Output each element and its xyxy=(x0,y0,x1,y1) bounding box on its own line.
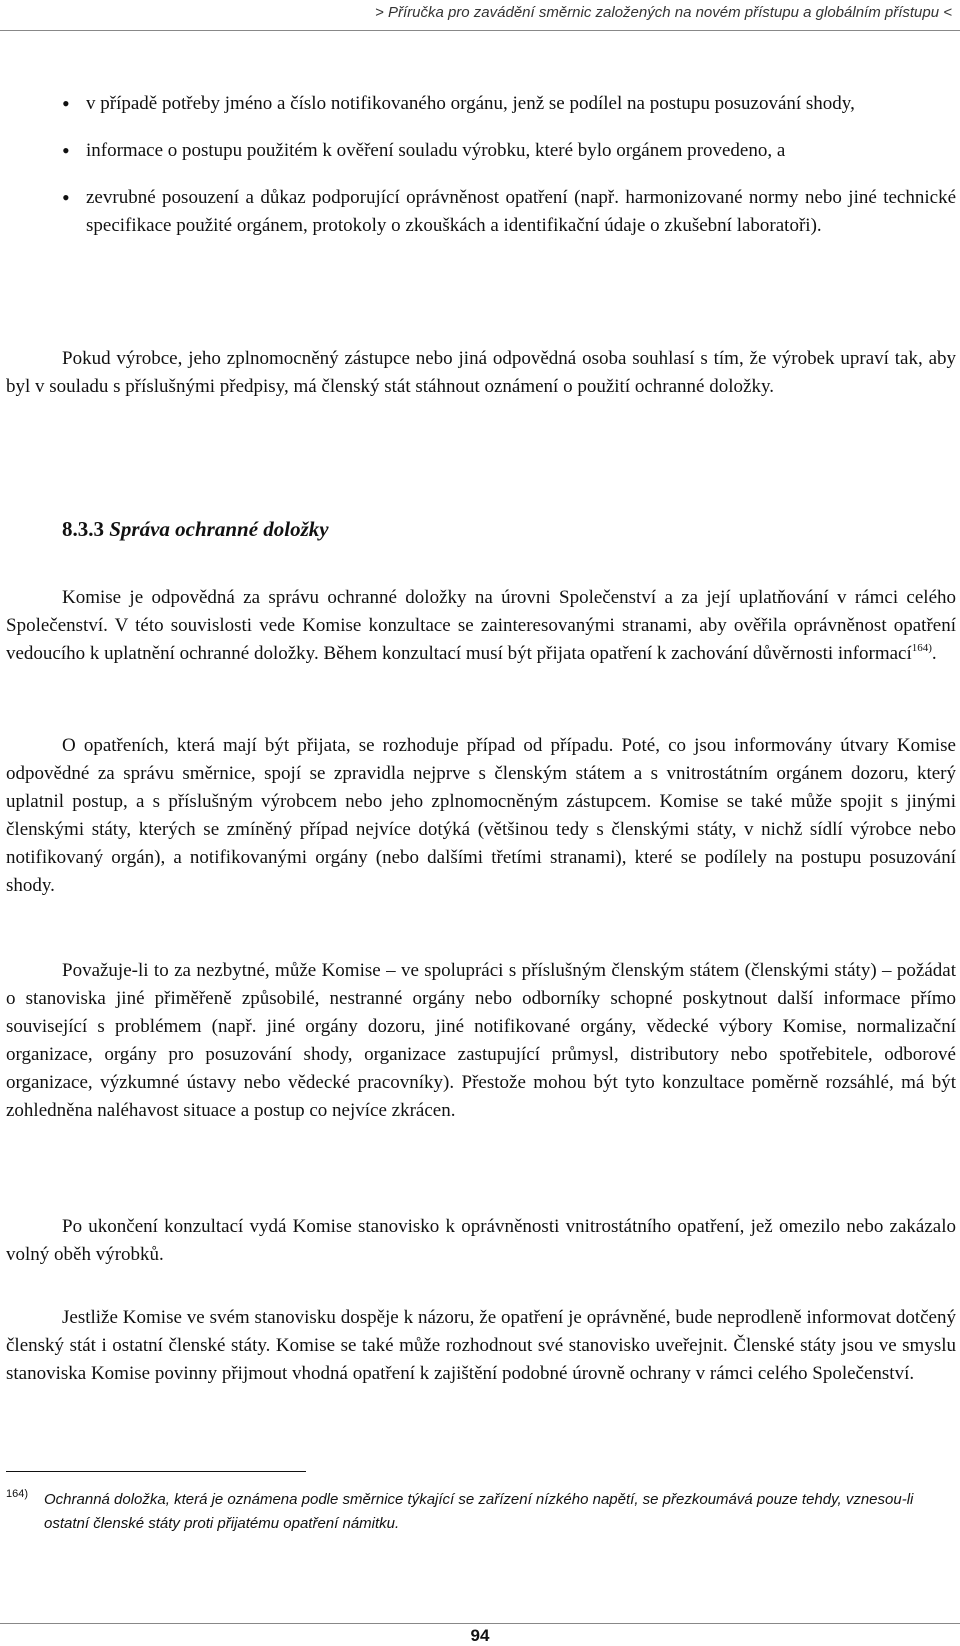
footnote-text: Ochranná doložka, která je oznámena podle směrnice týkající se zařízení nízkého napětí, se přezkoumává pouze tehdy, vznesou-li ostatní členské státy proti přijatému opatření námitku. xyxy=(44,1491,914,1532)
footnote-mark: 164) xyxy=(6,1488,29,1500)
footnote-reference[interactable]: 164) xyxy=(911,642,932,654)
section-heading xyxy=(62,515,329,543)
bullet-item xyxy=(6,184,956,240)
bullet-dot-icon: • xyxy=(62,138,70,163)
footnote-separator xyxy=(6,1471,306,1472)
section-title: Správa ochranné doložky xyxy=(109,517,329,541)
paragraph-justified: Jestliže Komise ve svém stanovisku dospěje k názoru, že opatření je oprávněné, bude neprodleně informovat dotčený členský stát i ostatní členské státy. Komise se také může rozhodnout své stanovisko uveřejnit. Členské státy jsou ve smyslu stanoviska Komise povinny přijmout vhodná opatření k zajištění podobné úrovně ochrany v rámci celého Společenství. xyxy=(6,1307,956,1384)
paragraph-withdraw: Pokud výrobce, jeho zplnomocněný zástupce nebo jiná odpovědná osoba souhlasí s tím, že výrobek upraví tak, aby byl v souladu s příslušnými předpisy, má členský stát stáhnout oznámení o použití ochranné doložky. xyxy=(6,348,956,397)
paragraph-experts: Považuje-li to za nezbytné, může Komise – ve spolupráci s příslušným členským státem (členskými státy) – požádat o stanoviska jiné přiměřeně způsobilé, nestranné orgány nebo odborníky schopné poskytnout další informace přímo související s problémem (např. jiné orgány dozoru, jiné notifikované orgány, vědecké výbory Komise, normalizační organizace, orgány pro posuzování shody, organizace zastupující průmysl, distributory nebo spotřebitele, odborové organizace, výzkumné ústavy nebo vědecké pracovníky). Přestože mohou být tyto konzultace poměrně rozsáhlé, má být zohledněna naléhavost situace a postup co nejvíce zkrácen. xyxy=(6,960,956,1121)
bullet-text: informace o postupu použitém k ověření souladu výrobku, které bylo orgánem provedeno, a xyxy=(86,140,786,161)
paragraph-opinion: Po ukončení konzultací vydá Komise stanovisko k oprávněnosti vnitrostátního opatření, jež omezilo nebo zakázalo volný oběh výrobků. xyxy=(6,1216,956,1265)
footnote xyxy=(6,1488,956,1536)
footer-rule xyxy=(0,1623,960,1624)
bullet-text: v případě potřeby jméno a číslo notifikovaného orgánu, jenž se podílel na postupu posuzování shody, xyxy=(86,93,855,114)
header-rule xyxy=(0,30,960,31)
running-header: > Příručka pro zavádění směrnic založených na novém přístupu a globálním přístupu < xyxy=(375,4,952,21)
page-number: 94 xyxy=(470,1626,490,1645)
section-number: 8.3.3 xyxy=(62,517,104,541)
bullet-item xyxy=(6,137,956,165)
bullet-item xyxy=(6,90,956,118)
bullet-dot-icon: • xyxy=(62,91,70,116)
paragraph-case: O opatřeních, která mají být přijata, se rozhoduje případ od případu. Poté, co jsou informovány útvary Komise odpovědné za správu směrnice, spojí se zpravidla nejprve s členským státem a s vnitrostátním orgánem dozoru, který uplatnil postup, a s příslušným výrobcem nebo jeho zplnomocněným zástupcem. Komise se také může spojit s jinými členskými státy, kterých se zmíněný případ nejvíce dotýká (většinou tedy s členskými státy, v nichž sídlí výrobce nebo notifikovaný orgán), a notifikovanými orgány (nebo dalšími třetími stranami), které se podílely na postupu posuzování shody. xyxy=(6,735,956,896)
paragraph-management xyxy=(6,584,956,668)
bullet-dot-icon: • xyxy=(62,185,70,210)
bullet-list xyxy=(6,90,956,259)
bullet-text: zevrubné posouzení a důkaz podporující oprávněnost opatření (např. harmonizované normy nebo jiné technické specifikace použité orgánem, protokoly o zkouškách a identifikační údaje o zkušební laboratoři). xyxy=(86,187,956,236)
paragraph-management-end: . xyxy=(931,643,937,664)
paragraph-management-text: Komise je odpovědná za správu ochranné doložky na úrovni Společenství a za její uplatňování v rámci celého Společenství. V této souvislosti vede Komise konzultace se zainteresovanými stranami, aby ověřila oprávněnost opatření vedoucího k uplatnění ochranné doložky. Během konzultací musí být přijata opatření k zachování důvěrnosti informací xyxy=(6,587,956,664)
